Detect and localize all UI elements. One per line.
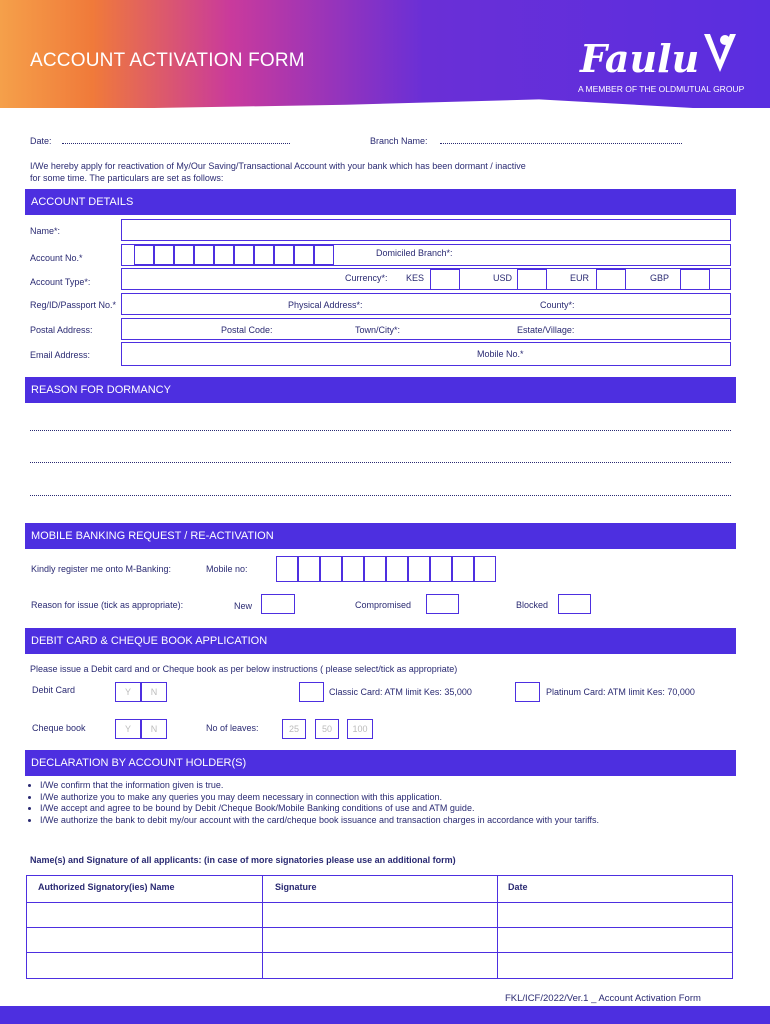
currency-kes-checkbox[interactable] [430,269,460,290]
brand-logo-icon [700,30,740,76]
email-label: Email Address: [30,350,91,360]
email-row[interactable] [121,342,731,366]
form-title: ACCOUNT ACTIVATION FORM [30,50,305,71]
reason-compromised-label: Compromised [355,600,412,610]
dormancy-line-1[interactable] [30,430,731,431]
reason-blocked-checkbox[interactable] [558,594,591,614]
cheque-book-no-box[interactable]: N [141,719,167,739]
brand-logo-text: Faulu [580,36,700,81]
branch-name-input-line[interactable] [440,143,682,144]
domiciled-branch-label: Domiciled Branch*: [376,248,453,258]
table-row[interactable] [27,953,262,978]
currency-usd-label: USD [493,273,513,283]
postal-address-row[interactable] [121,318,731,340]
table-row[interactable] [27,928,262,952]
reason-new-label: New [234,601,253,611]
currency-label: Currency*: [345,273,388,283]
postal-address-label: Postal Address: [30,325,93,335]
debit-card-label: Debit Card [32,685,76,695]
mobile-no-digit-boxes[interactable] [276,556,496,582]
section-declaration: DECLARATION BY ACCOUNT HOLDER(S) [25,750,736,776]
leaves-label: No of leaves: [206,723,259,733]
name-label: Name*: [30,226,61,236]
section-mobile-banking: MOBILE BANKING REQUEST / RE-ACTIVATION [25,523,736,549]
col-header-date: Date [508,882,528,892]
reason-new-checkbox[interactable] [261,594,295,614]
classic-card-checkbox[interactable] [299,682,324,702]
platinum-card-label: Platinum Card: ATM limit Kes: 70,000 [546,687,695,697]
leaves-25-box[interactable]: 25 [282,719,306,739]
physical-address-label: Physical Address*: [288,300,363,310]
dormancy-line-2[interactable] [30,462,731,463]
intro-line-1: I/We hereby apply for reactivation of My/Our Saving/Transactional Account with your bank which has been dormant / inactive [30,161,526,171]
account-no-label: Account No.* [30,253,83,263]
county-label: County*: [540,300,575,310]
account-type-field[interactable] [121,268,731,290]
reason-issue-label: Reason for issue (tick as appropriate): [31,600,184,610]
mobile-no-mb-label: Mobile no: [206,564,248,574]
town-city-label: Town/City*: [355,325,401,335]
account-no-digit-boxes[interactable] [134,245,344,265]
signatories-note: Name(s) and Signature of all applicants: (in case of more signatories please use an additional form) [30,855,456,865]
branch-name-label: Branch Name: [370,136,428,146]
currency-kes-label: KES [406,273,425,283]
currency-eur-label: EUR [570,273,590,283]
currency-gbp-label: GBP [650,273,670,283]
debit-card-yes-box[interactable]: Y [115,682,141,702]
footer-bar [0,1006,770,1024]
dormancy-line-3[interactable] [30,495,731,496]
brand-tagline: A MEMBER OF THE OLDMUTUAL GROUP [578,84,745,94]
section-account-details: ACCOUNT DETAILS [25,189,736,215]
declaration-item: • I/We authorize the bank to debit my/our account with the card/cheque book issuance and transaction charges in accordance with your tariffs. [40,815,599,827]
footer-reference: FKL/ICF/2022/Ver.1 _ Account Activation Form [505,993,701,1004]
postal-code-label: Postal Code: [221,325,273,335]
leaves-100-box[interactable]: 100 [347,719,373,739]
mobile-no-label: Mobile No.* [477,349,524,359]
declaration-list [30,780,599,826]
reason-blocked-label: Blocked [516,600,549,610]
section-debit-card-cheque: DEBIT CARD & CHEQUE BOOK APPLICATION [25,628,736,654]
date-label: Date: [30,136,52,146]
estate-village-label: Estate/Village: [517,325,575,335]
reg-id-row[interactable] [121,293,731,315]
classic-card-label: Classic Card: ATM limit Kes: 35,000 [329,687,472,697]
register-mbanking-label: Kindly register me onto M-Banking: [31,564,172,574]
platinum-card-checkbox[interactable] [515,682,540,702]
col-header-name: Authorized Signatory(ies) Name [38,882,175,892]
currency-usd-checkbox[interactable] [517,269,547,290]
section-reason-dormancy: REASON FOR DORMANCY [25,377,736,403]
declaration-item: • I/We accept and agree to be bound by Debit /Cheque Book/Mobile Banking conditions of use and ATM guide. [40,803,599,815]
reg-id-label: Reg/ID/Passport No.* [30,300,117,310]
currency-gbp-checkbox[interactable] [680,269,710,290]
debit-card-no-box[interactable]: N [141,682,167,702]
date-input-line[interactable] [62,143,290,144]
table-row[interactable] [27,903,262,927]
declaration-item: • I/We confirm that the information given is true. [40,780,599,792]
intro-line-2: for some time. The particulars are set as follows: [30,173,224,183]
currency-eur-checkbox[interactable] [596,269,626,290]
col-header-signature: Signature [275,882,317,892]
cheque-book-yes-box[interactable]: Y [115,719,141,739]
reason-compromised-checkbox[interactable] [426,594,459,614]
name-field[interactable] [121,219,731,241]
cheque-book-label: Cheque book [32,723,86,733]
debit-instruction: Please issue a Debit card and or Cheque book as per below instructions ( please select/tick as appropriate) [30,664,458,674]
account-type-label: Account Type*: [30,277,91,287]
declaration-item: • I/We authorize you to make any queries you may deem necessary in connection with this application. [40,792,599,804]
leaves-50-box[interactable]: 50 [315,719,339,739]
